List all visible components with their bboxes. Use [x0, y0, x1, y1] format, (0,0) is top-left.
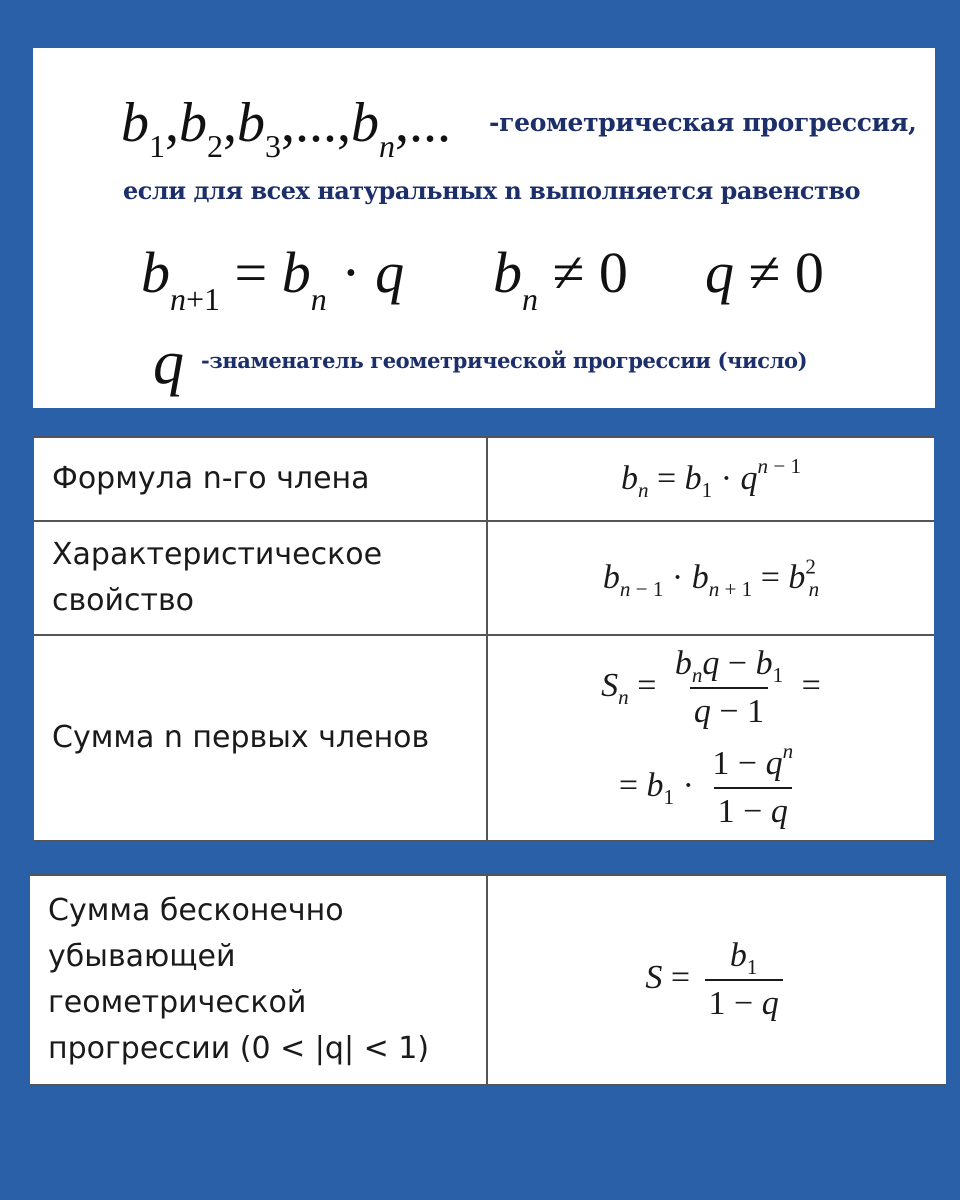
table-row	[34, 520, 934, 634]
definition-card	[33, 48, 935, 408]
term-nonzero-condition: $b_n \ne 0$	[493, 240, 628, 317]
nth-term-formula: $b_n = b_1 \cdot q^{n - 1}$	[620, 454, 802, 502]
characteristic-property-formula: $b_{n - 1} \cdot b_{n + 1} = b^2_n$	[602, 554, 820, 601]
infinite-sum-formula: S = $\frac{b_1}{1 - q}$	[488, 876, 946, 1084]
sequence-caption: -геометрическая прогрессия,	[489, 108, 917, 137]
denominator-symbol: q	[153, 329, 184, 397]
row-label: Характеристическое свойство	[34, 522, 488, 634]
finite-sum-formula: $S_n$ = $\frac{b_nq - b_1}{q - 1}$ = = $b_1$ · $\frac{1 - q^n}{1 - q}$	[601, 645, 821, 830]
condition-text: если для всех натуральных n выполняется равенство	[123, 176, 861, 205]
infinite-sum-table	[30, 874, 946, 1086]
row-label: Сумма n первых членов	[34, 636, 488, 840]
table-row	[34, 436, 934, 520]
row-label: Формула n-го члена	[34, 438, 488, 520]
formula-table	[34, 436, 934, 842]
recurrence-formula: $b_{n+1} = b_n \cdot q$	[141, 240, 405, 317]
table-row	[34, 634, 934, 842]
ratio-nonzero-condition: q ≠ 0	[705, 240, 824, 305]
row-label: Сумма бесконечно убывающей геометрической прогрессии (0 < |q| < 1)	[30, 876, 488, 1084]
table-row	[30, 874, 946, 1086]
denominator-caption: -знаменатель геометрической прогрессии (число)	[201, 348, 808, 373]
sequence-notation: $b_1,b_2,b_3,...,b_n$,...	[121, 92, 451, 164]
